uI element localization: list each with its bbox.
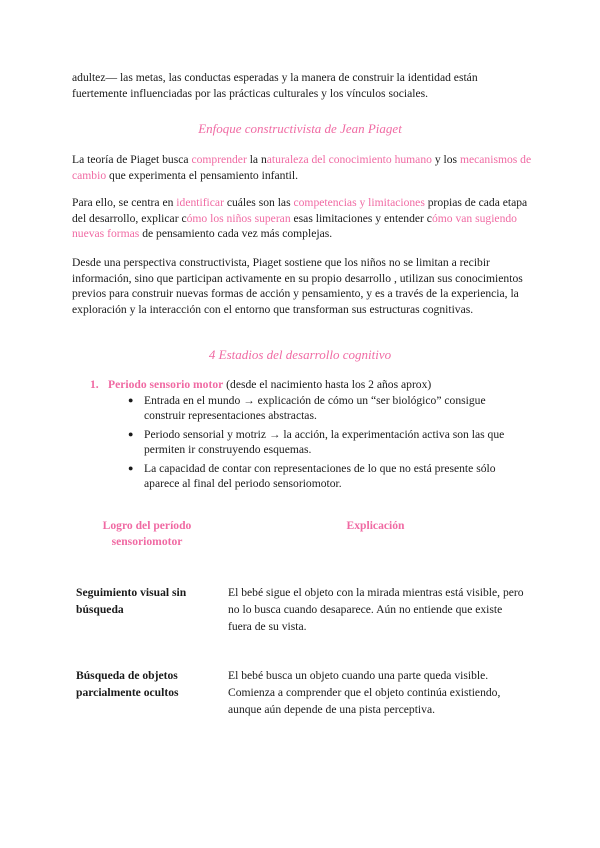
bullet-text: La capacidad de contar con representaciones de lo que no está presente sólo aparece al final del periodo sensoriomotor. — [144, 461, 496, 491]
bullet-icon: ● — [128, 395, 134, 405]
bullet-item — [128, 427, 528, 458]
stage-title: Periodo sensorio motor — [108, 378, 224, 391]
table-cell-logro: Búsqueda de objetos parcialmente ocultos — [76, 669, 179, 699]
text-run: y los — [431, 153, 460, 166]
table-header-explicacion: Explicación — [346, 519, 405, 532]
text-run: de pensamiento cada vez más complejas. — [139, 227, 333, 241]
table-cell-logro: Seguimiento visual sin búsqueda — [76, 586, 187, 616]
table-cell-explicacion: El bebé sigue el objeto con la mirada mientras está visible, pero no lo busca cuando desaparece. Aún no entiende que existe fuera de su vista. — [228, 586, 524, 633]
bullet-item — [128, 461, 528, 492]
bullet-icon: ● — [128, 462, 134, 473]
list-number: 1. — [90, 378, 99, 391]
highlight-run: ómo los niños superan — [186, 211, 291, 225]
section-heading-stages: 4 Estadios del desarrollo cognitivo — [208, 347, 392, 362]
paragraph-piaget-goal — [72, 152, 532, 183]
text-run: La teoría de Piaget busca — [72, 153, 192, 166]
text-run: que experimenta el pensamiento infantil. — [106, 168, 298, 182]
bullet-text: Periodo sensorial y motriz → la acción, la experimentación activa son las que permiten ir construyendo esquemas. — [144, 427, 505, 457]
text-run: Para ello, se centra en — [72, 196, 177, 209]
bullet-item — [128, 393, 528, 424]
section-heading-piaget: Enfoque constructivista de Jean Piaget — [198, 121, 402, 136]
stage-list-item — [90, 377, 550, 393]
highlight-run: aturaleza del conocimiento humano — [266, 153, 432, 166]
paragraph-piaget-method — [72, 195, 532, 242]
text-run: cuáles son las — [223, 196, 294, 209]
highlight-run: identificar — [176, 196, 224, 209]
intro-paragraph: adultez— las metas, las conductas esperadas y la manera de construir la identidad están fuertemente influenciadas por las prácticas culturales y los vínculos sociales. — [72, 71, 478, 100]
highlight-run: competencias y limitaciones — [293, 196, 425, 209]
bullet-text: Entrada en el mundo → explicación de cómo un “ser biológico” consigue construir representaciones abstractas. — [144, 394, 486, 423]
text-run: propias de cada etapa del desarrollo, explicar c — [72, 196, 528, 225]
stage-age-range: (desde el nacimiento hasta los 2 años aprox) — [223, 378, 432, 391]
bullet-icon: ● — [128, 428, 134, 439]
paragraph-constructivist: Desde una perspectiva constructivista, Piaget sostiene que los niños no se limitan a recibir información, sino que participan activamente en su propio desarrollo , utilizan sus conocimientos previos para construir nuevas formas de acción y pensamiento, y es a través de la experiencia, la exploración y la interacción con el entorno que transforman sus estructuras cognitivas. — [72, 256, 523, 316]
text-run: la n — [246, 153, 267, 166]
text-run: esas limitaciones y entender c — [290, 211, 432, 225]
highlight-run: comprender — [191, 153, 247, 166]
stage-bullet-list — [128, 393, 528, 494]
highlight-run: ómo van sugiendo nuevas formas — [72, 211, 517, 241]
table-header-logro: Logro del período sensoriomotor — [102, 519, 192, 548]
table-cell-explicacion: El bebé busca un objeto cuando una parte queda visible. Comienza a comprender que el objeto continúa existiendo, aunque aún depende de una pista perceptiva. — [228, 669, 501, 716]
highlight-run: mecanismos de cambio — [72, 153, 532, 182]
